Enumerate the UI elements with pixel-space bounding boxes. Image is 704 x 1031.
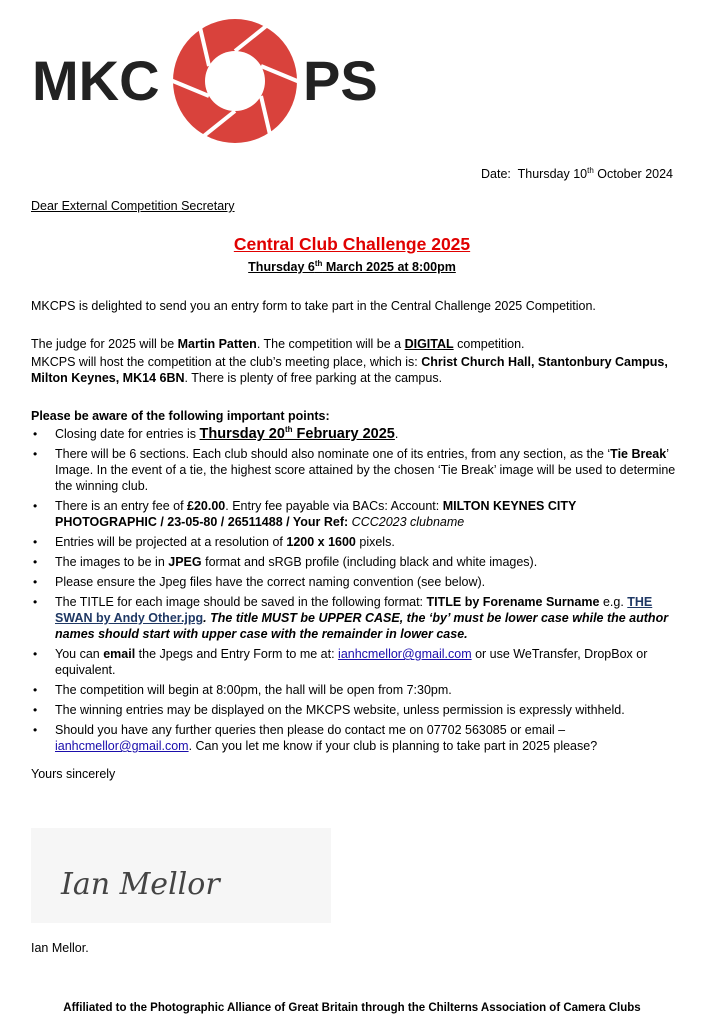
closing-date: Thursday 20th February 2025: [199, 425, 395, 442]
list-item: • The winning entries may be displayed on the MKCPS website, unless permission is expressly withheld.: [31, 702, 676, 718]
list-item: • Closing date for entries is Thursday 20th February 2025.: [31, 426, 676, 442]
salutation: Dear External Competition Secretary: [31, 199, 235, 213]
logo-text-left: MKC: [32, 49, 160, 112]
signer-name: Ian Mellor.: [31, 941, 89, 955]
list-item: • There is an entry fee of £20.00. Entry fee payable via BACs: Account: MILTON KEYNES CITY PHOTOGRAPHIC / 23-05-80 / 26511488 / Your Ref: CCC2023 clubname: [31, 498, 676, 530]
date-value: Thursday 10th October 2024: [517, 165, 673, 181]
list-item: • There will be 6 sections. Each club should also nominate one of its entries, from any section, as the ‘Tie Break’ Image. In the event of a tie, the highest score attained by the chosen ‘Tie Break’ image will be used to determine the winning club.: [31, 446, 676, 494]
letter-date: [481, 167, 673, 181]
list-item: • The TITLE for each image should be saved in the following format: TITLE by Forename Surname e.g. THE SWAN by Andy Other.jpg. The title MUST be UPPER CASE, the ‘by’ must be lower case while the author names should start with upper case with the remainder in lower case.: [31, 594, 676, 642]
signature-text: Ian Mellor: [61, 867, 220, 902]
event-date: Thursday 6th March 2025 at 8:00pm: [248, 258, 456, 274]
venue-place: Christ Church Hall, Stantonbury Campus, Milton Keynes, MK14 6BN: [31, 355, 668, 385]
email-link[interactable]: ianhcmellor@gmail.com: [55, 739, 189, 753]
list-item: • Should you have any further queries then please do contact me on 07702 563085 or email – ianhcmellor@gmail.com. Can you let me know if your club is planning to take part in 2025 please?: [31, 722, 676, 754]
logo-text-right: PS: [303, 49, 378, 112]
judge-paragraph: The judge for 2025 will be Martin Patten. The competition will be a DIGITAL competition.: [31, 337, 525, 351]
aperture-icon: [168, 19, 302, 143]
mkcps-logo: [32, 18, 378, 148]
page-title: Central Club Challenge 2025: [233, 234, 471, 254]
points-heading: Please be aware of the following important points:: [31, 409, 330, 423]
list-item: • The competition will begin at 8:00pm, the hall will be open from 7:30pm.: [31, 682, 676, 698]
intro-paragraph: MKCPS is delighted to send you an entry form to take part in the Central Challenge 2025 Competition.: [31, 299, 596, 313]
list-item: • The images to be in JPEG format and sRGB profile (including black and white images).: [31, 554, 676, 570]
list-item: • You can email the Jpegs and Entry Form to me at: ianhcmellor@gmail.com or use WeTransfer, DropBox or equivalent.: [31, 646, 676, 678]
competition-format: DIGITAL: [404, 337, 454, 351]
email-link[interactable]: ianhcmellor@gmail.com: [338, 647, 472, 661]
filename-example: THE SWAN by Andy Other.jpg: [55, 595, 653, 625]
list-item: • Entries will be projected at a resolution of 1200 x 1600 pixels.: [31, 534, 676, 550]
closing: Yours sincerely: [31, 767, 116, 781]
date-label: Date:: [481, 167, 511, 181]
judge-name: Martin Patten: [177, 337, 257, 351]
list-item: • Please ensure the Jpeg files have the correct naming convention (see below).: [31, 574, 676, 590]
points-list: [31, 426, 676, 758]
footer-affiliation: Affiliated to the Photographic Alliance of Great Britain through the Chilterns Association of Camera Clubs: [63, 1002, 641, 1014]
venue-paragraph: MKCPS will host the competition at the club’s meeting place, which is: Christ Church Hall, Stantonbury Campus, Milton Keynes, MK14 6BN. There is plenty of free parking at the campus.: [31, 355, 668, 385]
signature-image: [31, 828, 331, 923]
